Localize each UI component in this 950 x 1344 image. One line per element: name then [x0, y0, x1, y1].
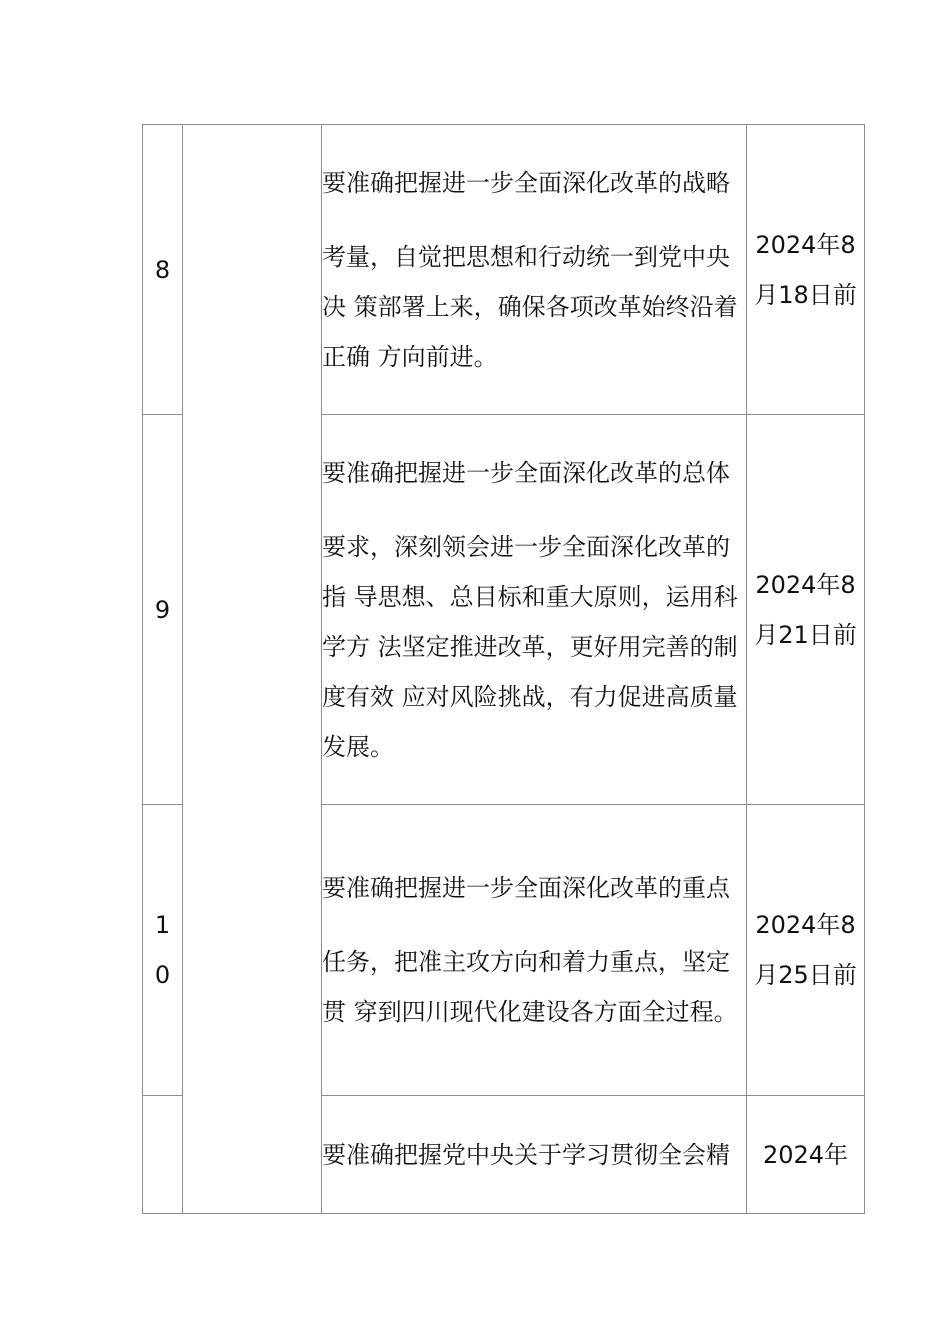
deadline-cell [747, 125, 865, 415]
task-lead-text: 要准确把握进一步全面深化改革的战略 [322, 168, 730, 197]
task-body-text: 要求，深刻领会进一步全面深化改革的指 导思想、总目标和重大原则，运用科学方 法坚定推进改革，更好用完善的制度有效 应对风险挑战，有力促进高质量发展。 [322, 532, 738, 761]
task-body-text: 考量，自觉把思想和行动统一到党中央决 策部署上来，确保各项改革始终沿着正确 方向前进。 [322, 242, 738, 371]
table-row [143, 125, 865, 415]
deadline-text: 2024年8月25日前 [754, 911, 857, 989]
row-number: 8 [154, 255, 171, 284]
merged-category-cell [183, 125, 322, 1214]
deadline-cell [747, 1096, 865, 1214]
deadline-text: 2024年 [762, 1140, 849, 1169]
task-content-cell [322, 1096, 747, 1214]
task-lead-text: 要准确把握进一步全面深化改革的总体 [322, 458, 730, 487]
task-lead-text: 要准确把握进一步全面深化改革的重点 [322, 874, 730, 902]
task-content-cell [322, 125, 747, 415]
deadline-text: 2024年8月18日前 [754, 230, 857, 309]
task-body-text: 任务，把准主攻方向和着力重点，坚定贯 穿到四川现代化建设各方面全过程。 [322, 948, 738, 1026]
deadline-cell [747, 805, 865, 1096]
task-lead-text: 要准确把握党中央关于学习贯彻全会精 [322, 1140, 730, 1169]
row-number: 10 [154, 911, 171, 989]
row-number-cell [143, 805, 183, 1096]
deadline-cell [747, 415, 865, 805]
row-number: 9 [154, 595, 171, 624]
task-content-cell [322, 415, 747, 805]
row-number-cell [143, 1096, 183, 1214]
schedule-table [142, 124, 865, 1214]
task-content-cell [322, 805, 747, 1096]
deadline-text: 2024年8月21日前 [754, 570, 857, 649]
row-number-cell [143, 415, 183, 805]
row-number-cell [143, 125, 183, 415]
